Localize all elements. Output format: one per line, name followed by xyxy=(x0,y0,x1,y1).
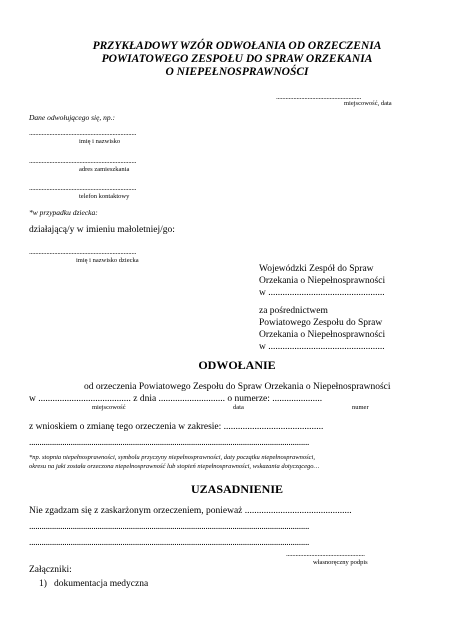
recipient-via-3: w ................................................. xyxy=(259,342,385,352)
justification-dots-1: ....................................................................................................................................... xyxy=(29,522,310,532)
document-title-line-3: O NIEPEŁNOSPRAWNOŚCI xyxy=(165,66,309,78)
document-title-line-1: PRZYKŁADOWY WZÓR ODWOŁANIA OD ORZECZENIA xyxy=(92,40,382,52)
applicant-address-dots: .................................................................... xyxy=(29,156,137,165)
applicant-phone-label: telefon kontaktowy xyxy=(79,193,130,200)
recipient-via: za pośrednictwem xyxy=(259,306,328,316)
place-date-dots: ...................................................... xyxy=(276,92,362,101)
applicant-phone-dots: .................................................................... xyxy=(29,183,137,192)
recipient-line-2: Orzekania o Niepełnosprawności xyxy=(259,276,386,286)
appeal-request: z wnioskiem o zmianę tego orzeczenia w zakresie: .......................................... xyxy=(29,422,324,432)
appeal-line-1: od orzeczenia Powiatowego Zespołu do Spraw Orzekania o Niepełnosprawności xyxy=(84,382,391,392)
attachment-item-1: 1) dokumentacja medyczna xyxy=(39,579,149,589)
child-name-label: imię i nazwisko dziecka xyxy=(76,257,139,264)
applicant-address-label: adres zamieszkania xyxy=(79,166,130,173)
appeal-label-place: miejscowość xyxy=(92,404,126,411)
place-date-label: miejscowość, data xyxy=(344,100,392,107)
signature-dots: .................................................. xyxy=(286,549,365,558)
appeal-note-2: okresu na jaki została orzeczona niepełnosprawność lub stopień niepełnosprawności, wskazania dotyczącego… xyxy=(29,463,320,470)
appeal-request-dots: ....................................................................................................................................... xyxy=(29,438,310,448)
justification-dots-2: ....................................................................................................................................... xyxy=(29,538,310,548)
child-acting-text: działającą/y w imieniu małoletniej/go: xyxy=(29,225,175,235)
signature-label: własnoręczny podpis xyxy=(313,559,368,566)
appeal-line-2: w ....................................... z dnia ............................ o numerze: ..................... xyxy=(29,394,323,404)
recipient-line-3: w ................................................. xyxy=(259,288,385,298)
appeal-label-number: numer xyxy=(352,404,369,411)
applicant-name-label: imię i nazwisko xyxy=(79,138,121,145)
recipient-via-1: Powiatowego Zespołu do Spraw xyxy=(259,318,383,328)
applicant-name-dots: .................................................................... xyxy=(29,128,137,137)
recipient-via-2: Orzekania o Niepełnosprawności xyxy=(259,330,386,340)
recipient-line-1: Wojewódzki Zespół do Spraw xyxy=(259,264,374,274)
attachments-label: Załączniki: xyxy=(29,565,72,575)
appeal-note-1: *np. stopnia niepełnosprawności, symbolu przyczyny niepełnosprawności, daty początku niepełnosprawności, xyxy=(29,454,315,461)
appeal-heading: ODWOŁANIE xyxy=(198,358,276,372)
justification-line-1: Nie zgadzam się z zaskarżonym orzeczeniem, ponieważ ............................................. xyxy=(29,506,352,516)
document-title-line-2: POWIATOWEGO ZESPOŁU DO SPRAW ORZEKANIA xyxy=(101,53,373,65)
child-note: *w przypadku dziecka: xyxy=(29,208,98,217)
appeal-label-date: data xyxy=(233,404,244,411)
justification-heading: UZASADNIENIE xyxy=(190,482,284,496)
child-name-dots: .................................................................... xyxy=(29,247,137,256)
applicant-intro: Dane odwołującego się, np.: xyxy=(29,113,116,122)
